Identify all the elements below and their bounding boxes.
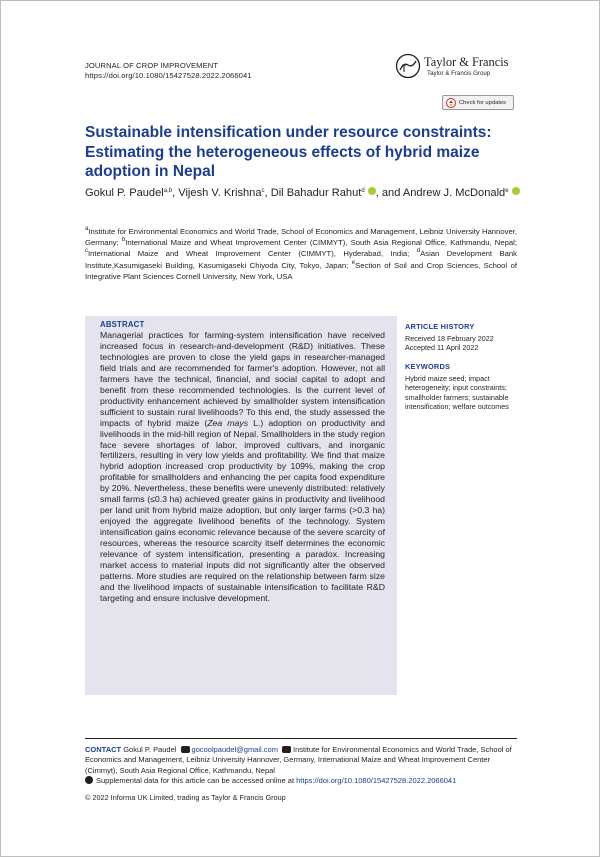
author-name: Vijesh V. Krishna <box>178 187 262 199</box>
affiliation-text: Asian Development Bank Institute,Kasumigaseki Building, Kasumigaseki Chiyoda City, Tokyo, Japan; <box>85 249 517 270</box>
check-updates-icon <box>446 98 456 108</box>
author-name: Gokul P. Paudel <box>85 187 164 199</box>
address-icon <box>282 746 291 753</box>
affiliation-mark: e <box>351 259 356 266</box>
affiliation-mark: a <box>85 226 89 232</box>
email-icon <box>181 746 190 753</box>
affiliation-text: Section of Soil and Crop Sciences, School of Integrative Plant Sciences Cornell University, New York, USA <box>85 260 517 281</box>
author-affiliation-mark: a,b <box>163 188 173 194</box>
author-name: Dil Bahadur Rahut <box>270 187 362 199</box>
author-affiliation-mark: d <box>361 188 365 194</box>
abstract-heading: ABSTRACT <box>100 320 145 329</box>
author-name: and Andrew J. McDonald <box>381 187 506 199</box>
affiliation-text: International Maize and Wheat Improvement Center (CIMMYT), South Asia Regional Office, Kathmandu, Nepal; <box>125 238 517 248</box>
affiliations <box>85 226 517 282</box>
affiliation-mark: c <box>85 248 88 255</box>
article-history <box>405 322 517 353</box>
contact-address: Institute for Environmental Economics and World Trade, School of Economics and Management, Leibniz University Hannover, Germany, International Maize and Wheat Improvement Center (Cimmyt), South Asia Regional Office, Kathmandu, Nepal <box>85 745 512 775</box>
publisher-name: Taylor & Francis <box>424 55 509 69</box>
author-list <box>85 185 525 202</box>
accepted-date: Accepted 11 April 2022 <box>405 343 479 353</box>
author-separator: , <box>375 187 382 199</box>
keywords-section <box>405 362 517 411</box>
orcid-icon[interactable] <box>368 187 376 195</box>
supplemental-icon <box>85 776 93 784</box>
contact-name: Gokul P. Paudel <box>123 745 177 754</box>
supplemental-text: Supplemental data for this article can be accessed online at <box>96 776 297 786</box>
contact-email[interactable]: gocoolpaudel@gmail.com <box>191 745 278 754</box>
author-affiliation-mark: e <box>505 188 509 194</box>
journal-header <box>85 61 252 80</box>
received-date: Received 18 February 2022 <box>405 334 494 344</box>
footer-divider <box>85 738 517 739</box>
abstract-part-2: L.) adoption on productivity and livelihoods in the mid-hill region of Nepal. Smallholders in the study region face severe shortages of labor, improved cultivars, and inorganic fertilizers, resulting in very low yields and profitability. We find that maize hybrid adoption increased crop productivity by 109%, making the crop profitable for smallholders and enhancing the per capita food expenditure by 20%. Nevertheless, these benefits were unevenly distributed: relatively small farms (≤0.3 ha) achieved greater gains in productivity and livelihood per land unit from hybrid maize adoption, but only larger farms (>0.3 ha) enjoyed the aggregate livelihood benefits of the technology. System intensification gains economic relevance because of the severe scarcity of resources, whereas the resource scarcity itself determines the economic relevance of system intensification, presenting a paradox. Increasing market access to material inputs did not significantly alter the observed patterns. More studies are required on the relationship between farm size and the livelihood impacts of sustainable intensification to facilitate R&D targeting and ensure inclusive development. <box>100 417 386 603</box>
history-heading: ARTICLE HISTORY <box>405 322 475 331</box>
keywords-text: Hybrid maize seed; impact heterogeneity; input constraints; smallholder farmers; sustainable intensification; welfare outcomes <box>405 374 509 411</box>
journal-name: JOURNAL OF CROP IMPROVEMENT <box>85 61 219 70</box>
check-updates-button[interactable] <box>442 95 514 110</box>
publisher-group: Taylor & Francis Group <box>427 70 491 77</box>
abstract-species: Zea mays <box>207 417 249 428</box>
author-separator: , <box>172 187 179 199</box>
journal-doi[interactable]: https://doi.org/10.1080/15427528.2022.2066041 <box>85 70 252 80</box>
copyright: © 2022 Informa UK Limited, trading as Taylor & Francis Group <box>85 793 286 802</box>
affiliation-mark: d <box>416 248 421 255</box>
author-affiliation-mark: c <box>261 188 265 194</box>
contact-label: CONTACT <box>85 745 122 754</box>
abstract-text <box>100 330 385 604</box>
taylor-francis-logo-icon <box>395 53 421 79</box>
contact-footer <box>85 745 517 787</box>
author-separator: , <box>264 187 271 199</box>
affiliation-text: International Maize and Wheat Improvement Center (CIMMYT), Hyderabad, India; <box>88 249 417 259</box>
article-title: Sustainable intensification under resource constraints: Estimating the heterogeneous effects of hybrid maize adoption in Nepal <box>85 124 492 180</box>
affiliation-text: Institute for Environmental Economics and World Trade, School of Economics and Management, Leibniz University Hannover, Germany; <box>85 227 517 248</box>
affiliation-mark: b <box>121 237 126 244</box>
abstract-part-1: Managerial practices for farming-system intensification have received increased focus in research-and-development (R&D) initiatives. These technologies are proven to close the yield gaps in researcher-managed field trials and are recommended for farmer's adoption. However, not all farmers have the technical, financial, and social capital to adopt and benefit from these recommended technologies. Is the current level of productivity enhancement achieved by smallholder system intensification sufficient to sustain rural livelihoods? To this end, the study assessed the impacts of hybrid maize ( <box>100 330 385 428</box>
keywords-heading: KEYWORDS <box>405 362 451 371</box>
check-updates-label: Check for updates <box>459 99 507 106</box>
supplemental-link[interactable]: https://doi.org/10.1080/15427528.2022.2066041 <box>296 776 457 786</box>
orcid-icon[interactable] <box>512 187 520 195</box>
